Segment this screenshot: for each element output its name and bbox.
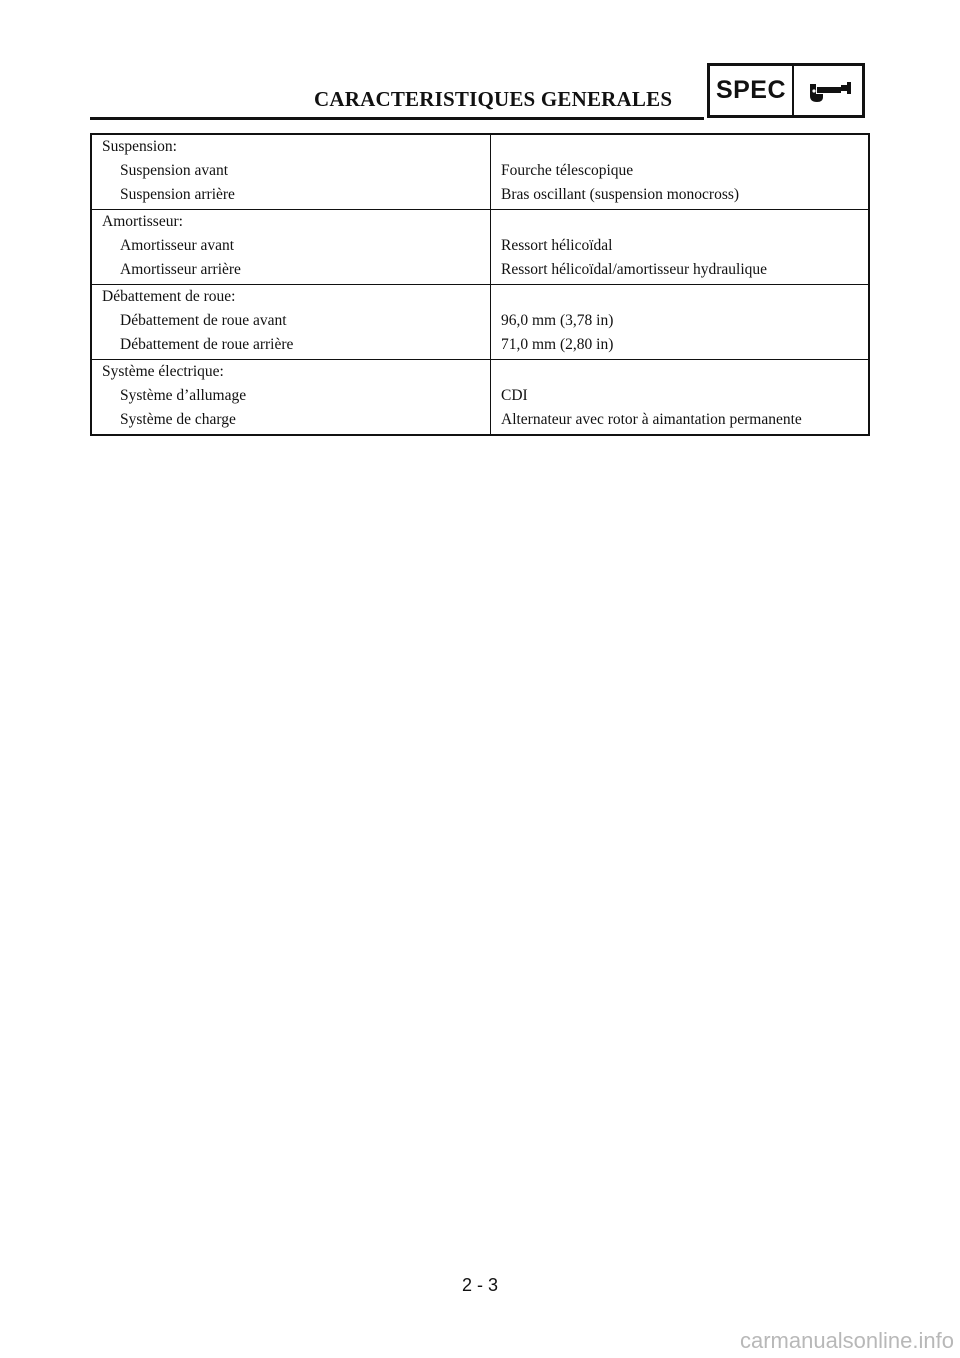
blank-line	[501, 210, 868, 234]
label-cell	[91, 285, 491, 360]
row-value: Alternateur avec rotor à aimantation permanente	[501, 411, 802, 428]
table-row-group-debattement	[91, 285, 869, 360]
row-label: Système de charge	[120, 411, 236, 428]
page-number: 2 - 3	[461, 1275, 499, 1295]
row-value: 96,0 mm (3,78 in)	[501, 312, 614, 329]
label-cell	[91, 210, 491, 285]
group-heading: Système électrique:	[102, 363, 224, 380]
spec-label: SPEC	[715, 76, 787, 104]
wrench-icon	[801, 76, 855, 106]
row-label: Suspension arrière	[120, 186, 235, 203]
row-value: Fourche télescopique	[501, 162, 634, 179]
header-rule	[90, 117, 704, 120]
blank-line	[501, 285, 868, 309]
row-value: Bras oscillant (suspension monocross)	[501, 186, 740, 203]
row-label: Amortisseur arrière	[120, 261, 241, 278]
row-label: Amortisseur avant	[120, 237, 235, 254]
row-label: Débattement de roue avant	[120, 312, 287, 329]
spec-badge	[707, 63, 865, 118]
table-row-group-amortisseur	[91, 210, 869, 285]
row-label: Suspension avant	[120, 162, 229, 179]
label-cell	[91, 360, 491, 436]
specifications-table	[90, 133, 870, 436]
value-cell	[491, 210, 870, 285]
value-cell	[491, 285, 870, 360]
group-heading: Débattement de roue:	[102, 288, 236, 305]
table-row-group-systeme-electrique	[91, 360, 869, 436]
row-value: 71,0 mm (2,80 in)	[501, 336, 614, 353]
group-heading: Amortisseur:	[102, 213, 183, 230]
spec-icon-cell	[794, 66, 862, 115]
table-row-group-suspension	[91, 134, 869, 210]
blank-line	[501, 360, 868, 384]
group-heading: Suspension:	[102, 138, 177, 155]
watermark: carmanualsonline.info	[739, 1328, 954, 1353]
spec-label-cell	[710, 66, 794, 115]
blank-line	[501, 135, 868, 159]
value-cell	[491, 360, 870, 436]
value-cell	[491, 134, 870, 210]
row-label: Débattement de roue arrière	[120, 336, 294, 353]
page-title: CARACTERISTIQUES GENERALES	[314, 87, 673, 111]
row-label: Système d’allumage	[120, 387, 247, 404]
row-value: Ressort hélicoïdal/amortisseur hydraulique	[501, 261, 768, 278]
row-value: Ressort hélicoïdal	[501, 237, 613, 254]
row-value: CDI	[501, 387, 528, 404]
label-cell	[91, 134, 491, 210]
